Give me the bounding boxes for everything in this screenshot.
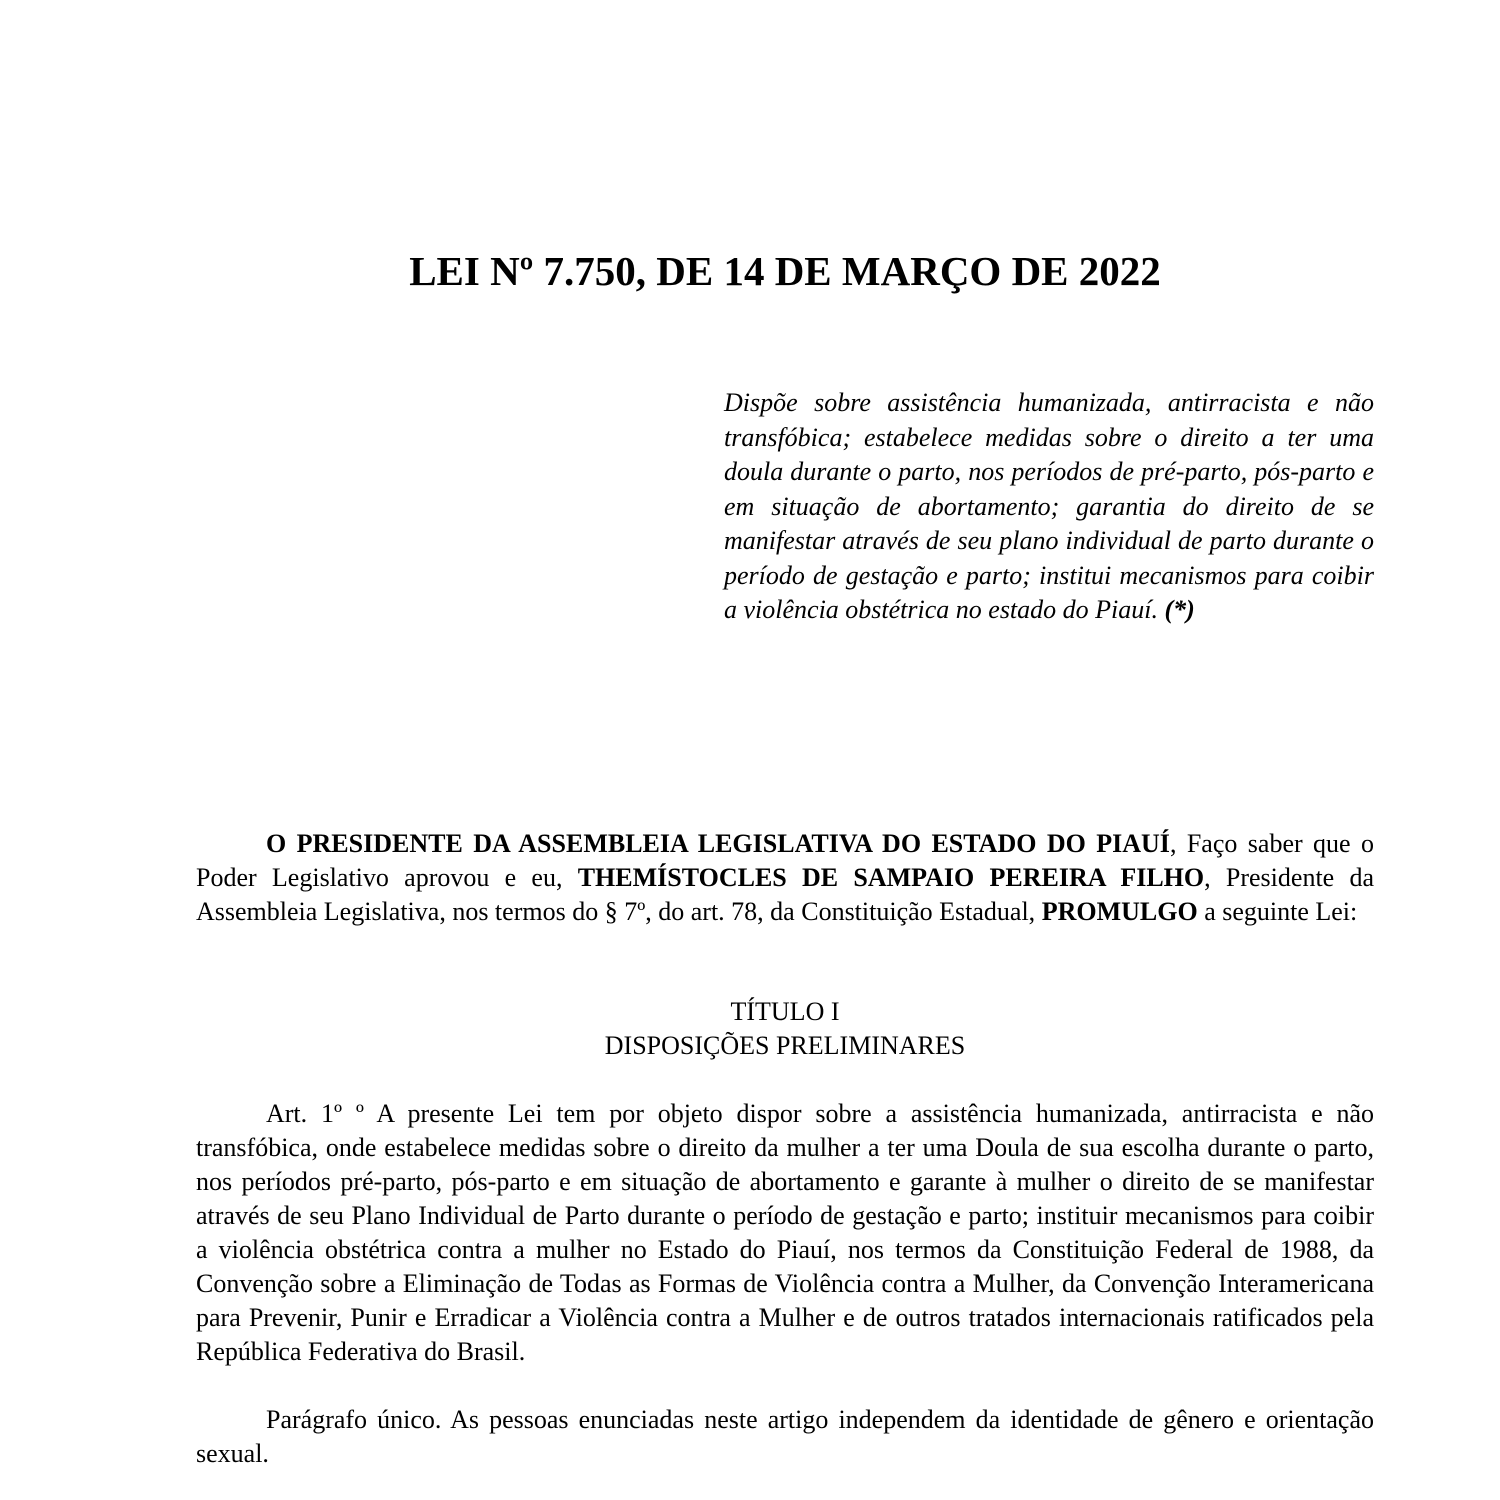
section-subtitle: DISPOSIÇÕES PRELIMINARES <box>604 1031 966 1060</box>
preamble-paragraph <box>196 827 1374 929</box>
preamble-text-2: , Presidente da Assembleia Legislativa, nos termos do § 7º, do art. 78, da Constituição Estadual, <box>196 863 1375 926</box>
law-title: LEI Nº 7.750, DE 14 DE MARÇO DE 2022 <box>409 248 1161 294</box>
paragraph-unico: Parágrafo único. As pessoas enunciadas neste artigo independem da identidade de gênero e orientação sexual. <box>196 1405 1374 1468</box>
article-1: Art. 1º º A presente Lei tem por objeto dispor sobre a assistência humanizada, antirracista e não transfóbica, onde estabelece medidas sobre o direito da mulher a ter uma Doula de sua escolha durante o parto, nos períodos pré-parto, pós-parto e em situação de abortamento e garante à mulher o direito de se manifestar através de seu Plano Individual de Parto durante o período de gestação e parto; instituir mecanismos para coibir a violência obstétrica contra a mulher no Estado do Piauí, nos termos da Constituição Federal de 1988, da Convenção sobre a Eliminação de Todas as Formas de Violência contra a Mulher, da Convenção Interamericana para Prevenir, Punir e Erradicar a Violência contra a Mulher e de outros tratados internacionais ratificados pela República Federativa do Brasil. <box>196 1099 1374 1366</box>
promulgo-text: PROMULGO <box>1041 897 1198 926</box>
section-heading <box>196 995 1374 1063</box>
law-summary <box>724 386 1374 628</box>
president-name: THEMÍSTOCLES DE SAMPAIO PEREIRA FILHO <box>577 863 1205 892</box>
law-summary-text: Dispõe sobre assistência humanizada, antirracista e não transfóbica; estabelece medidas sobre o direito a ter uma doula durante o parto, nos períodos de pré-parto, pós-parto e em situação de abortamento; garantia do direito de se manifestar através de seu plano individual de parto durante o período de gestação e parto; institui mecanismos para coibir a violência obstétrica no estado do Piauí. <box>724 388 1374 624</box>
authority-text: O PRESIDENTE DA ASSEMBLEIA LEGISLATIVA DO ESTADO DO PIAUÍ <box>266 829 1170 858</box>
section-title: TÍTULO I <box>730 997 840 1026</box>
preamble-text-3: a seguinte Lei: <box>1197 897 1358 926</box>
preamble-text-1: , Faço saber que o Poder Legislativo aprovou e eu, <box>196 829 1374 892</box>
footnote-mark: (*) <box>1164 595 1195 624</box>
